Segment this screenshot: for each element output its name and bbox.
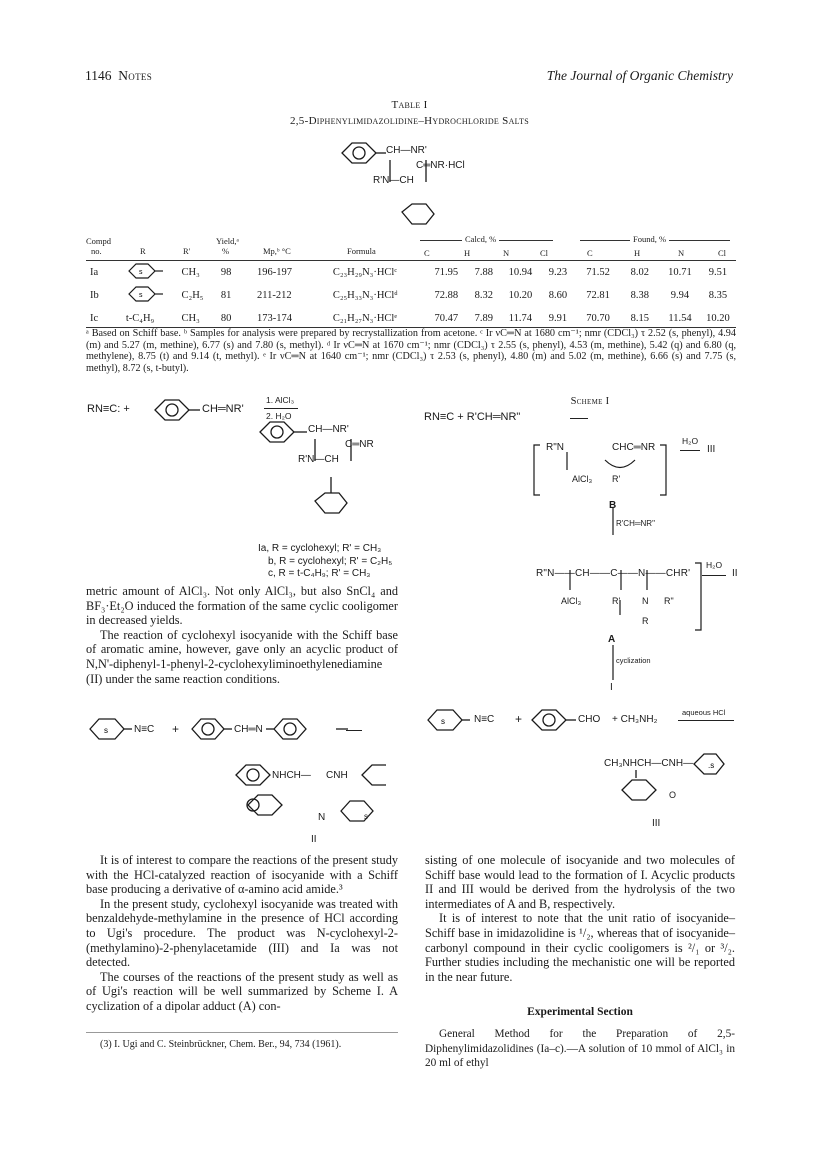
ugi-nc: N≡C <box>474 714 495 725</box>
eq1-legend <box>258 543 392 581</box>
ugi-o: O <box>669 790 677 800</box>
right-p1: sisting of one molecule of isocyanide and two molecules of Schiff base would lead to the formation of I. Acyclic products II and III would be derived from the hydrolysis of the two intermediates of A and B, respectively. <box>425 853 735 911</box>
col-yield: Yield,ᵃ % <box>216 236 239 256</box>
table-cell: 98 <box>220 267 232 278</box>
left-p1: metric amount of AlCl₃. Not only AlCl₃, but also SnCl₄ and BF₃·Et₂O induced the formation of the same cyclic cooligomer in decreased yields. <box>86 584 398 628</box>
svg-text:s: s <box>138 292 143 299</box>
table-cell: 211-212 <box>257 290 292 301</box>
col-c-calc: C <box>424 248 430 258</box>
left-p3: It is of interest to compare the reactions of the present study with the HCl-catalyzed reaction of isocyanide with a Schiff base producing a derivative of α-amino acid amide.³ <box>86 853 398 897</box>
ugi-product: CH₃NHCH—CNH— <box>604 758 694 769</box>
table-cell: CH₃ <box>181 312 200 324</box>
col-compd: Compd no. <box>86 236 112 256</box>
scheme-a-arrow <box>702 575 726 576</box>
table-cell: 9.23 <box>548 267 568 278</box>
col-mp: Mp,ᵇ °C <box>263 246 291 256</box>
table-cell: Ib <box>90 290 99 301</box>
eq1-p-right: C═NR <box>345 439 374 450</box>
table-cell: C₂₃H₂₉N₃·HClᶜ <box>332 267 398 278</box>
col-n-calc: N <box>503 248 510 258</box>
eq1-reactant: RN≡C: + <box>87 403 130 415</box>
legend-c: c, R = t-C₄H₉; R' = CH₃ <box>268 568 371 579</box>
eq1-benzene-icon <box>150 395 205 425</box>
experimental-text <box>425 1027 735 1071</box>
scheme-a-h2o: H₂O <box>706 560 723 570</box>
section-name: Notes <box>118 68 152 83</box>
col-found: Found, % <box>630 234 669 244</box>
table-cell: 9.51 <box>708 267 728 278</box>
table-cell: 9.94 <box>670 290 690 301</box>
scheme-a-prod: II <box>732 568 738 579</box>
col-n-found: N <box>678 248 685 258</box>
scheme-a-text: R"N——CH——C——N——CHR' <box>536 568 691 579</box>
table-cell: Ic <box>90 312 99 324</box>
svg-text:s: s <box>104 726 108 735</box>
eq2-plus: + <box>172 722 180 736</box>
journal-title: The Journal of Organic Chemistry <box>546 68 733 83</box>
table-cell: 11.54 <box>668 312 692 324</box>
table-cell: 72.88 <box>434 290 459 301</box>
table-cell: 7.89 <box>474 312 493 324</box>
col-h-found: H <box>634 248 641 258</box>
structure-bottom: R'N—CH <box>373 175 414 186</box>
eq2-ring-s: s <box>364 812 368 821</box>
scheme-b-h2o: H₂O <box>682 436 699 446</box>
table-cell: 71.95 <box>434 267 459 278</box>
cyclohexyl-icon <box>126 261 166 281</box>
scheme-label: Scheme I <box>570 396 610 407</box>
scheme-b-text1: R"N <box>546 442 564 453</box>
table-cell: 7.88 <box>474 267 493 278</box>
svg-text:s: s <box>138 269 143 276</box>
ugi-footnote: (3) I. Ugi and C. Steinbrückner, Chem. Ber., 94, 734 (1961). <box>100 1039 342 1050</box>
svg-text:.s: .s <box>708 761 715 770</box>
table-cell: 71.52 <box>586 267 610 278</box>
footnote-rule <box>86 1032 398 1033</box>
scheme-a-label: A <box>608 634 616 645</box>
page-number: 1146 Notes <box>85 68 152 83</box>
table-cell: 196-197 <box>257 267 293 278</box>
eq2-n: N <box>318 812 326 823</box>
legend-a: Ia, R = cyclohexyl; R' = CH₃ <box>258 543 382 554</box>
table-cell: 10.20 <box>508 290 533 301</box>
col-cl-calc: Cl <box>540 248 549 258</box>
experimental-title: Experimental Section <box>527 1006 633 1018</box>
left-p2: The reaction of cyclohexyl isocyanide with the Schiff base of aromatic amine, however, gave only an acyclic product of N,N'-diphenyl-1-phenyl-2-cyclohexyliminoethylenediamine (II) under the same reaction conditions. <box>86 627 398 686</box>
scheme-a-r2: R" <box>664 596 674 606</box>
scheme-b-arrow <box>680 450 700 451</box>
table-cell: 8.35 <box>708 290 728 301</box>
table-cell: 81 <box>220 290 232 301</box>
table-cell: 8.32 <box>474 290 493 301</box>
table-cell: 9.91 <box>548 312 568 324</box>
table-cell: 8.15 <box>630 312 650 324</box>
col-h-calc: H <box>464 248 471 258</box>
eq2-label: II <box>311 834 317 845</box>
table-row <box>86 284 736 307</box>
table-cell: 80 <box>220 312 232 324</box>
eq2-prod-left: NHCH— <box>272 770 311 781</box>
scheme-cyclization: cyclization <box>616 656 651 665</box>
structure-right: C═NR·HCl <box>416 160 465 171</box>
table-cell: 72.81 <box>586 290 610 301</box>
right-p2: It is of interest to note that the unit ratio of isocyanide–Schiff base in imidazolidine is ¹/₂, whereas that of isocyanide–carbonyl compound in their cyclic cooligomers is ²/₁ or ³/₂. Further studies including the mechanistic one will be reported in the near future. <box>425 911 735 984</box>
scheme-b-prod: III <box>707 444 716 455</box>
left-p5: The courses of the reactions of the present study as well as of Ugi's reaction will be well summarized by Scheme I. A cyclization of a dipolar adduct (A) con- <box>86 969 398 1013</box>
col-c-found: C <box>587 248 593 258</box>
ugi-plus1: + <box>515 712 523 726</box>
col-rp: R' <box>183 246 191 256</box>
table-cell: 8.02 <box>630 267 650 278</box>
table-cell: 10.71 <box>668 267 692 278</box>
table-label: Table I <box>391 99 428 111</box>
eq1-imine: CH═NR' <box>202 403 244 415</box>
eq1-p-bottom: R'N—CH <box>298 454 339 465</box>
data-table <box>86 261 736 329</box>
scheme-line1: RN≡C + R'CH═NR" <box>424 411 521 423</box>
scheme-b-rp: R' <box>612 474 621 484</box>
table-row <box>86 307 736 329</box>
table-title: 2,5-Diphenylimidazolidine–Hydrochloride Salts <box>289 115 530 127</box>
table-cell: 10.94 <box>508 267 533 278</box>
col-cl-found: Cl <box>718 248 727 258</box>
scheme-step: R'CH═NR" <box>616 519 655 528</box>
table-row <box>86 261 736 284</box>
col-calcd: Calcd, % <box>462 234 499 244</box>
table-cell: 70.70 <box>586 312 610 324</box>
table-cell: 70.47 <box>434 312 459 324</box>
cyclohexyl-icon <box>126 284 166 304</box>
legend-b: b, R = cyclohexyl; R' = C₂H₅ <box>268 555 393 567</box>
eq2-nc: N≡C <box>134 724 155 735</box>
left-text-1 <box>86 584 398 686</box>
scheme-a-r: R <box>642 616 649 626</box>
r-group-cell: t-C₄H₉ <box>125 312 155 324</box>
ugi-label: III <box>652 818 661 829</box>
table-footnote: ᵃ Based on Schiff base. ᵇ Samples for analysis were prepared by recrystallization from acetone. ᶜ Ir νC═N at 1680 cm⁻¹; nmr (CDCl₃) τ 2.52 (s, phenyl), 4.94 (m) and 5.27 (m, methine), 6.77 (s) and 7.80 (s, methyl). ᵈ Ir νC═N at 1670 cm⁻¹; nmr (CDCl₃) τ 2.55 (s, phenyl), 4.53 (m, methine), 5.42 (q) and 6.80 (q, methylene), 8.75 (t) and 9.14 (t, methyl). ᵉ Ir νC═N at 1640 cm⁻¹; nmr (CDCl₃) τ 2.53 (s, phenyl), 4.80 (m) and 5.02 (m, methine), 6.66 (s) and 7.75 (s, methyl), 8.72 (s, t-butyl). <box>86 328 736 374</box>
scheme-b-label: B <box>609 500 617 511</box>
eq2-arrow <box>346 730 362 731</box>
scheme-i-label: I <box>610 682 613 693</box>
ugi-cond: aqueous HCl <box>682 708 726 717</box>
table-cell: Ia <box>90 267 99 278</box>
table-cell: C₂₁H₂₇N₃·HClᵉ <box>332 312 398 324</box>
ugi-cho: CHO <box>578 714 601 725</box>
table-cell: C₂₅H₃₃N₃·HClᵈ <box>332 290 398 301</box>
left-text-2 <box>86 853 398 1014</box>
table-cell: 173-174 <box>257 312 293 324</box>
col-r: R <box>140 246 146 256</box>
table-cell: 8.38 <box>630 290 650 301</box>
table-cell: CH₃ <box>181 267 200 278</box>
r-group-cell <box>126 284 182 307</box>
scheme-a-rp: R' <box>612 596 621 606</box>
scheme-arrow1 <box>570 418 588 419</box>
right-text <box>425 853 735 984</box>
scheme-a-n: N <box>642 596 649 606</box>
eq1-p-top: CH—NR' <box>308 424 349 435</box>
scheme-a-alcl: AlCl₃ <box>561 596 582 606</box>
scheme-b-alcl: AlCl₃ <box>572 474 593 484</box>
table-cell: C₂H₅ <box>181 290 204 301</box>
eq2-imine: CH═N <box>234 724 263 735</box>
ugi-plus2: + CH₃NH₂ <box>612 714 658 725</box>
table-cell: 8.60 <box>548 290 568 301</box>
eq2-prod-right: CNH <box>326 770 348 781</box>
structure-top: CH—NR' <box>386 145 427 156</box>
scheme-b-text2: CHC═NR <box>612 442 656 453</box>
experimental-p: General Method for the Preparation of 2,5-Diphenylimidazolidines (Ia–c).—A solution of 10 mmol of AlCl₃ in 20 ml of ethyl <box>425 1028 735 1070</box>
svg-text:s: s <box>441 717 445 726</box>
left-p4: In the present study, cyclohexyl isocyanide was treated with benzaldehyde-methylamine in the presence of HCl according to Ugi's procedure. The product was N-cyclohexyl-2-(methylamino)-2-phenylacetamide (III) and Ia was not detected. <box>86 896 398 970</box>
col-formula: Formula <box>347 246 376 256</box>
r-group-cell <box>126 261 182 284</box>
eq1-arrow <box>264 408 298 409</box>
table-cell: 10.20 <box>706 312 730 324</box>
table-cell: 11.74 <box>508 312 533 324</box>
eq1-cond2: 2. H₂O <box>266 411 292 421</box>
eq1-cond1: 1. AlCl₃ <box>266 395 295 405</box>
ugi-arrow <box>678 720 734 721</box>
